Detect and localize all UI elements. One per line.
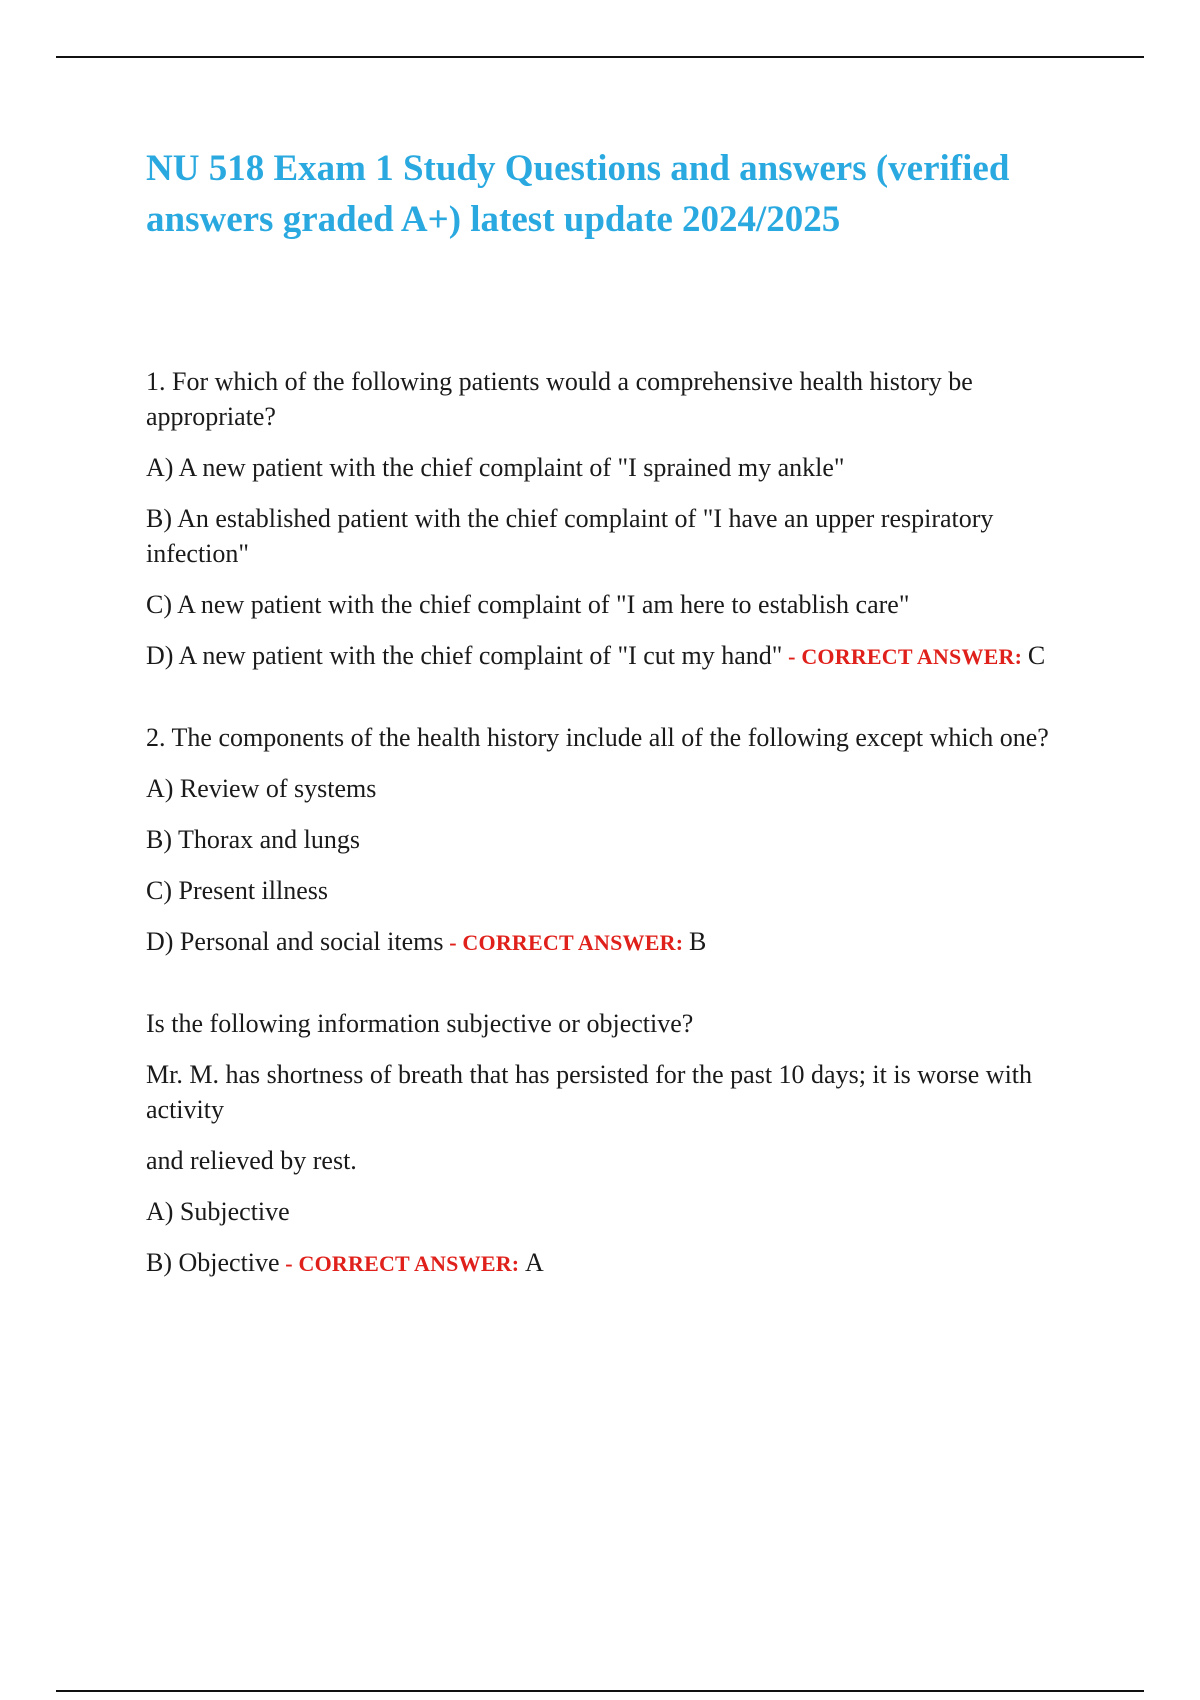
correct-answer-label: - CORRECT ANSWER: — [443, 930, 689, 955]
question-1-option-d: D) A new patient with the chief complaint of "I cut my hand" — [146, 641, 783, 670]
question-2-option-a: A) Review of systems — [146, 774, 377, 803]
question-1-answer: C — [1027, 641, 1046, 670]
question-3-option-b: B) Objective — [146, 1248, 280, 1277]
question-3-option-a: A) Subjective — [146, 1197, 290, 1226]
bottom-rule — [56, 1690, 1144, 1692]
document-body — [146, 364, 1086, 1281]
question-2-text: 2. The components of the health history include all of the following except which one? — [146, 723, 1049, 752]
question-2-option-d: D) Personal and social items — [146, 927, 444, 956]
question-3-scenario: Mr. M. has shortness of breath that has persisted for the past 10 days; it is worse with activity — [146, 1060, 1033, 1124]
top-rule — [56, 56, 1144, 58]
question-1-option-d-line — [146, 638, 1086, 674]
question-1-option-a: A) A new patient with the chief complaint of "I sprained my ankle" — [146, 453, 845, 482]
correct-answer-label: - CORRECT ANSWER: — [279, 1251, 526, 1276]
question-1-option-b: B) An established patient with the chief complaint of "I have an upper respiratory infection" — [146, 504, 994, 568]
question-2-option-c: C) Present illness — [146, 876, 328, 905]
question-2-option-d-line — [146, 924, 1086, 960]
document-title: NU 518 Exam 1 Study Questions and answers (verified answers graded A+) latest update 2024/2025 — [146, 148, 1010, 240]
question-3-scenario-continued: and relieved by rest. — [146, 1146, 357, 1175]
question-2-option-b: B) Thorax and lungs — [146, 825, 360, 854]
question-block-1 — [146, 364, 1086, 674]
question-3-option-b-line — [146, 1245, 1086, 1281]
question-block-2 — [146, 720, 1086, 960]
correct-answer-label: - CORRECT ANSWER: — [782, 644, 1028, 669]
question-2-answer: B — [688, 927, 707, 956]
question-3-answer: A — [525, 1248, 544, 1277]
question-3-text: Is the following information subjective or objective? — [146, 1009, 694, 1038]
question-1-option-c: C) A new patient with the chief complaint of "I am here to establish care" — [146, 590, 910, 619]
question-1-text: 1. For which of the following patients would a comprehensive health history be appropriate? — [146, 367, 973, 431]
question-block-3 — [146, 1006, 1086, 1281]
